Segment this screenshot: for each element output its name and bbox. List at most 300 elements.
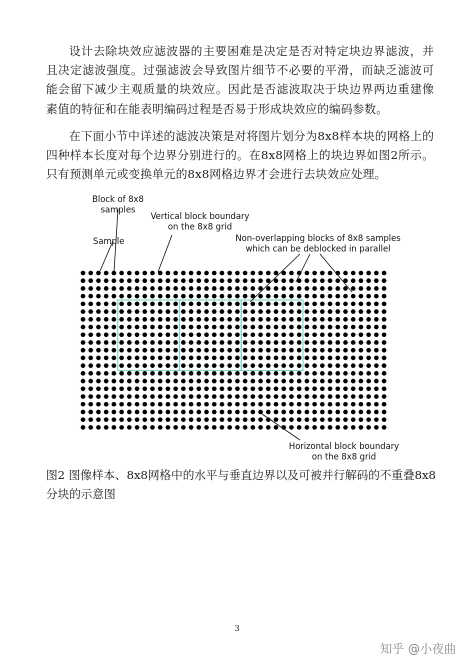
sample-dot bbox=[258, 417, 263, 422]
sample-dot bbox=[328, 356, 333, 361]
sample-dot bbox=[197, 425, 202, 430]
sample-dot bbox=[320, 356, 325, 361]
sample-dot bbox=[335, 332, 340, 337]
sample-dot bbox=[220, 302, 225, 307]
sample-dot bbox=[289, 348, 294, 353]
sample-dot bbox=[335, 371, 340, 376]
sample-dot bbox=[204, 286, 209, 291]
label-horizontal-boundary-line: Horizontal block boundary bbox=[288, 441, 400, 451]
sample-dot bbox=[258, 340, 263, 345]
sample-dot bbox=[112, 387, 117, 392]
sample-dot bbox=[96, 379, 101, 384]
sample-dot bbox=[366, 379, 371, 384]
sample-dot bbox=[189, 417, 194, 422]
sample-dot bbox=[335, 317, 340, 322]
sample-dot bbox=[328, 294, 333, 299]
sample-dot bbox=[312, 309, 317, 314]
sample-dot bbox=[312, 417, 317, 422]
sample-dot bbox=[127, 356, 132, 361]
sample-dot bbox=[343, 348, 348, 353]
sample-dot bbox=[343, 294, 348, 299]
sample-dot bbox=[166, 302, 171, 307]
sample-dot bbox=[197, 417, 202, 422]
sample-dot bbox=[351, 278, 356, 283]
sample-dot bbox=[119, 325, 124, 330]
sample-dot bbox=[166, 394, 171, 399]
sample-dot bbox=[181, 394, 186, 399]
sample-dot bbox=[359, 356, 364, 361]
sample-dot bbox=[135, 425, 140, 430]
sample-dot bbox=[297, 340, 302, 345]
sample-dot bbox=[173, 402, 178, 407]
sample-dot bbox=[189, 363, 194, 368]
label-sample bbox=[93, 236, 124, 246]
sample-dot bbox=[251, 410, 256, 415]
sample-dot bbox=[119, 332, 124, 337]
sample-dot bbox=[150, 425, 155, 430]
sample-dot bbox=[119, 271, 124, 276]
sample-dot bbox=[212, 278, 217, 283]
sample-dot bbox=[382, 348, 387, 353]
sample-dot bbox=[197, 394, 202, 399]
sample-dot bbox=[305, 402, 310, 407]
sample-dot bbox=[158, 425, 163, 430]
sample-dot bbox=[266, 348, 271, 353]
sample-dot bbox=[281, 417, 286, 422]
sample-dot bbox=[158, 309, 163, 314]
sample-dot bbox=[351, 340, 356, 345]
sample-dot bbox=[158, 402, 163, 407]
sample-dot bbox=[251, 425, 256, 430]
sample-dot bbox=[227, 332, 232, 337]
sample-dot bbox=[135, 410, 140, 415]
sample-dot bbox=[220, 425, 225, 430]
sample-dot bbox=[150, 387, 155, 392]
sample-dot bbox=[251, 302, 256, 307]
sample-dot bbox=[158, 317, 163, 322]
sample-dot bbox=[351, 410, 356, 415]
sample-dot bbox=[104, 425, 109, 430]
sample-dot bbox=[305, 286, 310, 291]
sample-dot bbox=[158, 340, 163, 345]
sample-dot bbox=[220, 410, 225, 415]
sample-dot bbox=[197, 371, 202, 376]
sample-dot bbox=[359, 317, 364, 322]
sample-dot bbox=[382, 387, 387, 392]
sample-dot bbox=[266, 394, 271, 399]
sample-dot bbox=[274, 425, 279, 430]
sample-dot bbox=[235, 356, 240, 361]
sample-dot bbox=[135, 325, 140, 330]
sample-dot bbox=[382, 325, 387, 330]
sample-dot bbox=[96, 363, 101, 368]
sample-dot bbox=[142, 410, 147, 415]
sample-dot bbox=[243, 309, 248, 314]
sample-dot bbox=[166, 309, 171, 314]
sample-dot bbox=[142, 371, 147, 376]
sample-dot bbox=[197, 340, 202, 345]
sample-dot bbox=[119, 371, 124, 376]
sample-dot bbox=[88, 325, 93, 330]
sample-dot bbox=[212, 356, 217, 361]
sample-dot bbox=[158, 356, 163, 361]
sample-dot bbox=[127, 363, 132, 368]
sample-dot bbox=[142, 340, 147, 345]
sample-dot bbox=[127, 317, 132, 322]
sample-dot bbox=[335, 309, 340, 314]
sample-dot bbox=[335, 379, 340, 384]
sample-dot bbox=[135, 302, 140, 307]
sample-dot bbox=[197, 317, 202, 322]
sample-dot bbox=[274, 356, 279, 361]
sample-dot bbox=[212, 379, 217, 384]
sample-dot bbox=[96, 371, 101, 376]
sample-dot bbox=[112, 294, 117, 299]
label-non-overlapping-blocks-line: Non-overlapping blocks of 8x8 samples bbox=[235, 233, 401, 243]
sample-dot bbox=[150, 294, 155, 299]
sample-dot bbox=[189, 294, 194, 299]
sample-dot bbox=[382, 425, 387, 430]
sample-dot bbox=[366, 417, 371, 422]
sample-dot bbox=[297, 394, 302, 399]
sample-dot bbox=[88, 348, 93, 353]
sample-dot bbox=[197, 271, 202, 276]
sample-dot bbox=[359, 379, 364, 384]
sample-dot bbox=[166, 410, 171, 415]
sample-dot bbox=[204, 325, 209, 330]
sample-dot bbox=[204, 363, 209, 368]
sample-dot bbox=[266, 294, 271, 299]
sample-dot bbox=[104, 325, 109, 330]
sample-dot bbox=[289, 402, 294, 407]
sample-dot bbox=[158, 332, 163, 337]
sample-dot bbox=[359, 363, 364, 368]
sample-dot bbox=[289, 410, 294, 415]
sample-dot bbox=[81, 309, 86, 314]
sample-dot bbox=[235, 325, 240, 330]
sample-dot bbox=[135, 371, 140, 376]
sample-dot bbox=[119, 356, 124, 361]
sample-dot bbox=[104, 348, 109, 353]
sample-dot bbox=[289, 286, 294, 291]
sample-dot bbox=[197, 278, 202, 283]
sample-dot bbox=[289, 309, 294, 314]
sample-dot bbox=[104, 387, 109, 392]
sample-dot bbox=[220, 340, 225, 345]
sample-dot bbox=[88, 425, 93, 430]
sample-dot bbox=[112, 379, 117, 384]
sample-dot bbox=[243, 317, 248, 322]
sample-dot bbox=[251, 271, 256, 276]
sample-dot bbox=[305, 340, 310, 345]
sample-dot bbox=[81, 356, 86, 361]
sample-dot bbox=[204, 394, 209, 399]
sample-dot bbox=[173, 348, 178, 353]
pointer-line bbox=[158, 235, 172, 272]
sample-dot bbox=[343, 371, 348, 376]
sample-dot bbox=[274, 348, 279, 353]
sample-dot bbox=[212, 425, 217, 430]
sample-dot bbox=[258, 363, 263, 368]
sample-dot bbox=[104, 271, 109, 276]
sample-dot bbox=[289, 371, 294, 376]
sample-dot bbox=[150, 402, 155, 407]
sample-dot bbox=[166, 417, 171, 422]
sample-dot bbox=[235, 417, 240, 422]
sample-dot bbox=[366, 425, 371, 430]
sample-dot bbox=[119, 317, 124, 322]
sample-dot bbox=[181, 294, 186, 299]
sample-dot bbox=[150, 325, 155, 330]
watermark: 知乎 @小夜曲 bbox=[380, 642, 456, 656]
sample-dot bbox=[359, 309, 364, 314]
sample-dot bbox=[112, 348, 117, 353]
sample-dot bbox=[212, 417, 217, 422]
sample-dot bbox=[212, 309, 217, 314]
sample-dot bbox=[335, 363, 340, 368]
sample-dot bbox=[374, 332, 379, 337]
sample-dot bbox=[204, 410, 209, 415]
sample-dot bbox=[235, 387, 240, 392]
sample-dot bbox=[166, 332, 171, 337]
sample-dot bbox=[158, 371, 163, 376]
sample-dot bbox=[212, 332, 217, 337]
sample-dot bbox=[227, 394, 232, 399]
sample-dot bbox=[328, 302, 333, 307]
sample-dot bbox=[258, 302, 263, 307]
sample-dot bbox=[227, 286, 232, 291]
sample-dot bbox=[243, 417, 248, 422]
sample-dot bbox=[281, 402, 286, 407]
sample-dot bbox=[81, 340, 86, 345]
sample-dot bbox=[274, 271, 279, 276]
sample-dot bbox=[320, 394, 325, 399]
sample-dot bbox=[351, 394, 356, 399]
sample-dot bbox=[119, 302, 124, 307]
sample-dot bbox=[297, 325, 302, 330]
sample-dot bbox=[251, 348, 256, 353]
sample-dot bbox=[359, 348, 364, 353]
sample-dot bbox=[351, 348, 356, 353]
sample-dot bbox=[366, 371, 371, 376]
sample-dot bbox=[312, 271, 317, 276]
sample-dot bbox=[96, 410, 101, 415]
sample-dot bbox=[243, 325, 248, 330]
sample-dot bbox=[227, 309, 232, 314]
sample-dot bbox=[243, 402, 248, 407]
sample-dot bbox=[181, 286, 186, 291]
sample-dot bbox=[359, 417, 364, 422]
sample-dot bbox=[158, 286, 163, 291]
sample-dot bbox=[266, 363, 271, 368]
sample-dot bbox=[81, 410, 86, 415]
sample-dot bbox=[135, 363, 140, 368]
sample-dot bbox=[166, 363, 171, 368]
sample-dot bbox=[328, 348, 333, 353]
sample-dot bbox=[266, 309, 271, 314]
sample-dot bbox=[204, 417, 209, 422]
deblock-block-outline bbox=[180, 300, 242, 370]
sample-dot bbox=[305, 410, 310, 415]
sample-dot bbox=[181, 340, 186, 345]
label-vertical-boundary-line: Vertical block boundary bbox=[150, 211, 250, 221]
sample-dot bbox=[197, 402, 202, 407]
sample-dot bbox=[150, 317, 155, 322]
sample-dot bbox=[88, 379, 93, 384]
sample-dot bbox=[150, 417, 155, 422]
label-block-of-8x8-line: Block of 8x8 bbox=[92, 194, 144, 204]
sample-dot bbox=[212, 302, 217, 307]
sample-dot bbox=[374, 302, 379, 307]
sample-dot bbox=[351, 332, 356, 337]
sample-dot bbox=[374, 348, 379, 353]
sample-dot bbox=[135, 348, 140, 353]
sample-dot bbox=[351, 294, 356, 299]
sample-dot bbox=[173, 371, 178, 376]
sample-dot bbox=[197, 302, 202, 307]
sample-dot bbox=[351, 356, 356, 361]
sample-dot bbox=[366, 387, 371, 392]
sample-dot bbox=[297, 387, 302, 392]
sample-dot bbox=[227, 425, 232, 430]
sample-dot bbox=[181, 387, 186, 392]
sample-dot bbox=[343, 410, 348, 415]
deblock-block-outline bbox=[241, 300, 303, 370]
label-non-overlapping-blocks-line: which can be deblocked in parallel bbox=[245, 243, 391, 254]
sample-dot bbox=[142, 294, 147, 299]
sample-dot bbox=[158, 379, 163, 384]
sample-dot bbox=[343, 363, 348, 368]
sample-dot bbox=[142, 317, 147, 322]
sample-dot bbox=[189, 278, 194, 283]
sample-dot bbox=[281, 340, 286, 345]
sample-dot bbox=[289, 356, 294, 361]
sample-dot bbox=[274, 363, 279, 368]
sample-dot bbox=[281, 332, 286, 337]
sample-dot bbox=[305, 325, 310, 330]
sample-dot bbox=[173, 387, 178, 392]
sample-dot bbox=[197, 309, 202, 314]
sample-dot bbox=[88, 294, 93, 299]
sample-dot bbox=[104, 340, 109, 345]
sample-dot bbox=[135, 402, 140, 407]
sample-dot bbox=[142, 356, 147, 361]
sample-dot bbox=[266, 379, 271, 384]
sample-dot bbox=[251, 379, 256, 384]
sample-dot bbox=[328, 332, 333, 337]
sample-dot bbox=[251, 332, 256, 337]
sample-dot bbox=[297, 379, 302, 384]
sample-dot bbox=[112, 278, 117, 283]
sample-dot bbox=[343, 379, 348, 384]
sample-dot bbox=[359, 286, 364, 291]
sample-dot bbox=[204, 332, 209, 337]
sample-dot bbox=[112, 371, 117, 376]
sample-dot bbox=[359, 425, 364, 430]
sample-dot bbox=[312, 348, 317, 353]
sample-dot bbox=[212, 286, 217, 291]
sample-dot bbox=[359, 340, 364, 345]
sample-dot bbox=[274, 371, 279, 376]
body-paragraph-2: 在下面小节中详述的滤波决策是对将图片划分为8x8样本块的网格上的四种样本长度对每个边界分别进行的。在8x8网格上的块边界如图2所示。只有预测单元或变换单元的8x8网格边界才会进行去块效应处理。 bbox=[46, 129, 434, 182]
sample-dot bbox=[289, 302, 294, 307]
sample-dot bbox=[135, 394, 140, 399]
sample-dot bbox=[320, 294, 325, 299]
sample-dot bbox=[320, 317, 325, 322]
sample-dot bbox=[142, 309, 147, 314]
sample-dot bbox=[305, 371, 310, 376]
sample-dot bbox=[305, 317, 310, 322]
sample-dot bbox=[274, 340, 279, 345]
sample-dot bbox=[320, 363, 325, 368]
sample-dot bbox=[343, 425, 348, 430]
sample-dot bbox=[366, 271, 371, 276]
sample-dot bbox=[335, 348, 340, 353]
sample-dot bbox=[258, 387, 263, 392]
sample-dot bbox=[112, 417, 117, 422]
sample-dot bbox=[150, 302, 155, 307]
sample-dot bbox=[104, 394, 109, 399]
sample-dot bbox=[166, 325, 171, 330]
sample-dot bbox=[312, 340, 317, 345]
sample-dot bbox=[266, 271, 271, 276]
sample-dot bbox=[312, 278, 317, 283]
sample-dot bbox=[119, 278, 124, 283]
sample-dot bbox=[312, 402, 317, 407]
sample-dot bbox=[181, 271, 186, 276]
sample-dot bbox=[189, 356, 194, 361]
sample-dot bbox=[104, 379, 109, 384]
sample-dot bbox=[266, 317, 271, 322]
sample-dot bbox=[81, 271, 86, 276]
sample-dot bbox=[96, 340, 101, 345]
sample-dot bbox=[135, 309, 140, 314]
sample-dot bbox=[220, 371, 225, 376]
sample-dot bbox=[81, 317, 86, 322]
sample-dot bbox=[235, 317, 240, 322]
sample-dot bbox=[281, 394, 286, 399]
sample-dot bbox=[305, 417, 310, 422]
sample-dot bbox=[366, 317, 371, 322]
sample-dot bbox=[104, 363, 109, 368]
sample-dot bbox=[142, 271, 147, 276]
sample-dot bbox=[297, 363, 302, 368]
sample-dot bbox=[297, 332, 302, 337]
sample-dot bbox=[158, 302, 163, 307]
sample-dot bbox=[88, 317, 93, 322]
sample-dot bbox=[343, 387, 348, 392]
sample-dot bbox=[351, 317, 356, 322]
sample-dot bbox=[351, 286, 356, 291]
sample-dot bbox=[320, 302, 325, 307]
sample-dot bbox=[220, 356, 225, 361]
sample-dot bbox=[227, 402, 232, 407]
sample-dot bbox=[227, 278, 232, 283]
sample-dot bbox=[312, 387, 317, 392]
sample-dot bbox=[112, 363, 117, 368]
sample-dot bbox=[382, 286, 387, 291]
sample-dot bbox=[220, 332, 225, 337]
sample-dot bbox=[119, 340, 124, 345]
label-horizontal-boundary-line: on the 8x8 grid bbox=[311, 451, 377, 462]
label-block-of-8x8-line: samples bbox=[100, 204, 136, 215]
sample-dot bbox=[204, 302, 209, 307]
sample-dot bbox=[382, 294, 387, 299]
sample-dot bbox=[235, 340, 240, 345]
sample-dot bbox=[374, 309, 379, 314]
sample-dot bbox=[119, 402, 124, 407]
sample-dot bbox=[266, 286, 271, 291]
